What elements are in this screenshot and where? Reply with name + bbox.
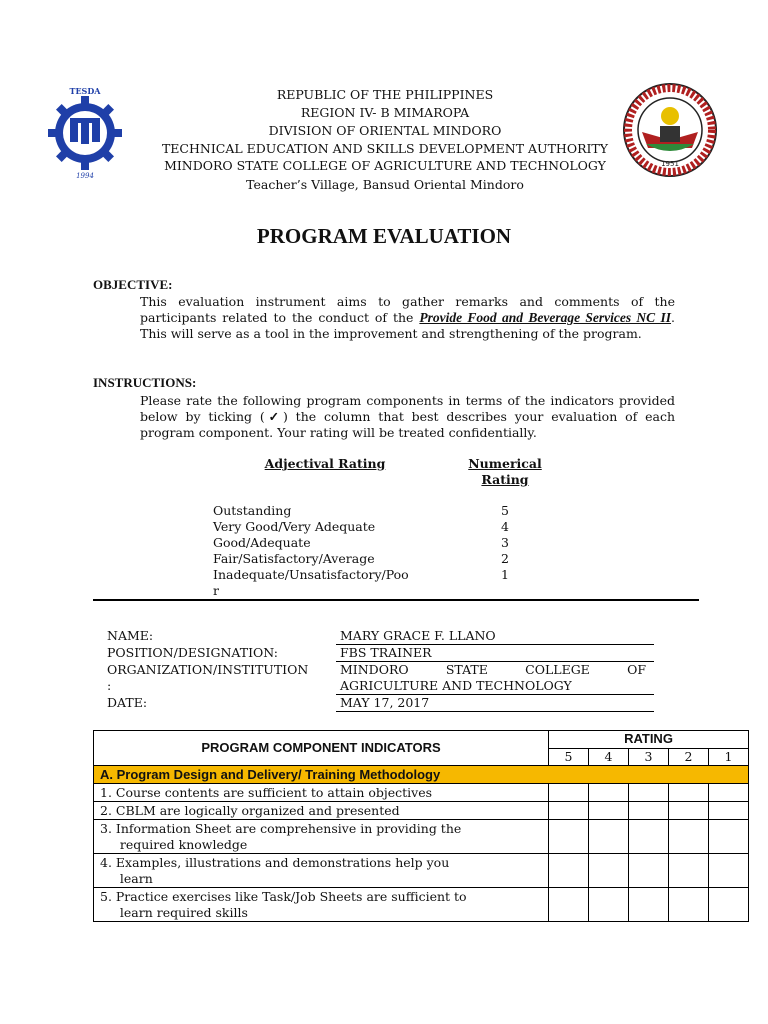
rating-value: 3 <box>501 535 509 550</box>
college-logo-year: 1951 <box>661 160 679 168</box>
rating-value: 4 <box>501 519 509 534</box>
rating-cell[interactable] <box>549 802 589 820</box>
rating-cell[interactable] <box>549 820 589 854</box>
position-value: FBS TRAINER <box>340 645 432 660</box>
rating-value: 2 <box>501 551 509 566</box>
rating-value: 5 <box>501 503 509 518</box>
table-row <box>94 802 749 820</box>
college-logo <box>622 82 718 178</box>
name-label: NAME: <box>107 628 154 643</box>
numerical-rating-header-1: Numerical <box>468 456 542 471</box>
rating-cell[interactable] <box>629 888 669 922</box>
indicator-line-2: learn required skills <box>100 904 248 920</box>
header-college: MINDORO STATE COLLEGE OF AGRICULTURE AND TECHNOLOGY <box>164 158 606 173</box>
rating-label-wrap: r <box>213 583 219 598</box>
table-row <box>94 820 749 854</box>
rating-cell[interactable] <box>589 888 629 922</box>
indicator-line-1: 3. Information Sheet are comprehensive in providing the <box>100 820 462 836</box>
indicator-line-1: 5. Practice exercises like Task/Job Sheets are sufficient to <box>100 888 467 904</box>
date-underline <box>336 711 654 712</box>
rating-column-5: 5 <box>549 748 589 766</box>
rating-cell[interactable] <box>589 854 629 888</box>
rating-column-4: 4 <box>589 748 629 766</box>
tesda-logo-year: 1994 <box>76 172 94 178</box>
rating-cell[interactable] <box>709 854 749 888</box>
rating-column-3: 3 <box>629 748 669 766</box>
organization-label-tail: : <box>107 678 112 693</box>
numerical-rating-header-2: Rating <box>481 472 529 487</box>
rating-cell[interactable] <box>549 784 589 802</box>
rating-cell[interactable] <box>629 820 669 854</box>
header-republic: REPUBLIC OF THE PHILIPPINES <box>276 87 494 102</box>
rating-label: Good/Adequate <box>213 535 311 550</box>
indicator-text <box>94 820 549 854</box>
objective-text-after: . This will serve as a tool in the improvement and strengthening of the program. <box>140 310 676 341</box>
indicator-text <box>94 888 549 922</box>
check-icon: ✓ <box>264 409 283 424</box>
header-region: REGION IV- B MIMAROPA <box>300 105 470 120</box>
date-label: DATE: <box>107 695 148 710</box>
indicator-text: 1. Course contents are sufficient to attain objectives <box>94 784 549 802</box>
rating-cell[interactable] <box>669 784 709 802</box>
header-division: DIVISION OF ORIENTAL MINDORO <box>268 123 502 138</box>
organization-value-1: MINDORO STATE COLLEGE OF <box>340 662 646 677</box>
objective-text <box>140 294 675 342</box>
indicator-line-2: learn <box>100 870 153 886</box>
section-divider <box>93 599 699 601</box>
evaluation-table <box>93 730 749 922</box>
rating-cell[interactable] <box>669 820 709 854</box>
rating-cell[interactable] <box>629 784 669 802</box>
rating-header: RATING <box>549 731 749 749</box>
objective-text-before: This evaluation instrument aims to gather remarks and comments of the participants related to the conduct of the <box>140 294 675 325</box>
rating-cell[interactable] <box>589 784 629 802</box>
indicator-text: 2. CBLM are logically organized and presented <box>94 802 549 820</box>
rating-label: Fair/Satisfactory/Average <box>213 551 375 566</box>
rating-value: 1 <box>501 567 509 582</box>
indicators-header: PROGRAM COMPONENT INDICATORS <box>94 731 549 766</box>
rating-label: Inadequate/Unsatisfactory/Poo <box>213 567 409 582</box>
name-value: MARY GRACE F. LLANO <box>340 628 496 643</box>
rating-column-2: 2 <box>669 748 709 766</box>
table-row <box>94 888 749 922</box>
indicator-text <box>94 854 549 888</box>
rating-cell[interactable] <box>589 820 629 854</box>
rating-cell[interactable] <box>589 802 629 820</box>
rating-label: Outstanding <box>213 503 292 518</box>
instructions-text-after: ) the column that best describes your evaluation of each program component. Your rating will be treated confidentially. <box>140 409 675 440</box>
rating-cell[interactable] <box>669 854 709 888</box>
table-row <box>94 854 749 888</box>
header-tesda: TECHNICAL EDUCATION AND SKILLS DEVELOPMENT AUTHORITY <box>161 141 609 156</box>
rating-cell[interactable] <box>669 802 709 820</box>
instructions-text-before: Please rate the following program components in terms of the indicators provided below by ticking ( <box>140 393 675 424</box>
organization-label: ORGANIZATION/INSTITUTION <box>107 662 309 677</box>
instructions-text <box>140 393 675 441</box>
indicator-line-1: 4. Examples, illustrations and demonstrations help you <box>100 854 450 870</box>
rating-cell[interactable] <box>629 854 669 888</box>
instructions-label: INSTRUCTIONS: <box>93 375 197 390</box>
date-value: MAY 17, 2017 <box>340 695 430 710</box>
rating-label: Very Good/Very Adequate <box>213 519 376 534</box>
objective-label: OBJECTIVE: <box>93 277 173 292</box>
rating-column-1: 1 <box>709 748 749 766</box>
tesda-logo-text: TESDA <box>69 88 101 96</box>
adjectival-rating-header: Adjectival Rating <box>264 456 386 471</box>
header-address: Teacher’s Village, Bansud Oriental Mindoro <box>246 177 524 192</box>
rating-cell[interactable] <box>709 802 749 820</box>
table-row <box>94 784 749 802</box>
rating-cell[interactable] <box>709 784 749 802</box>
tesda-logo <box>40 88 130 178</box>
objective-emphasis: Provide Food and Beverage Services NC II <box>419 310 672 325</box>
position-label: POSITION/DESIGNATION: <box>107 645 278 660</box>
rating-cell[interactable] <box>629 802 669 820</box>
rating-cell[interactable] <box>709 888 749 922</box>
rating-cell[interactable] <box>709 820 749 854</box>
rating-cell[interactable] <box>549 888 589 922</box>
page-title: PROGRAM EVALUATION <box>256 224 512 248</box>
organization-value-2: AGRICULTURE AND TECHNOLOGY <box>340 678 572 693</box>
rating-cell[interactable] <box>549 854 589 888</box>
rating-cell[interactable] <box>669 888 709 922</box>
section-a-header: A. Program Design and Delivery/ Training Methodology <box>94 766 749 784</box>
indicator-line-2: required knowledge <box>100 836 248 852</box>
